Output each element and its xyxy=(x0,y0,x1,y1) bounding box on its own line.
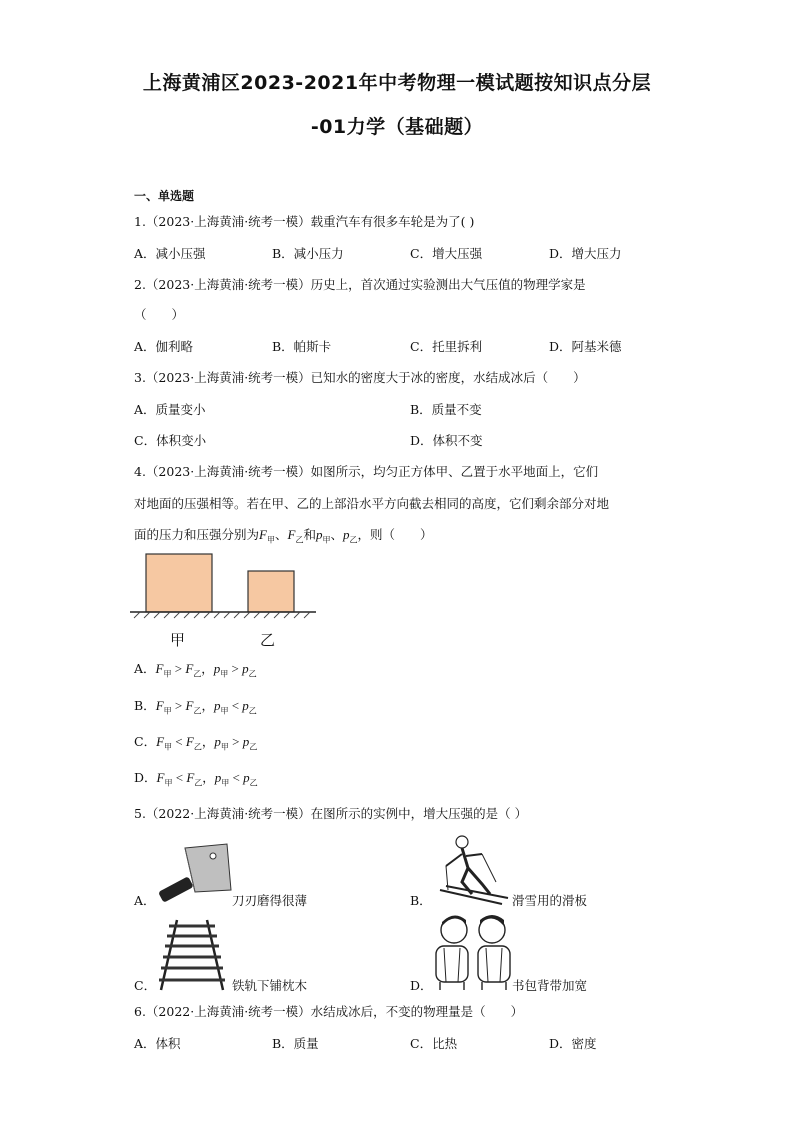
q4-option-d: D．$F_甲 < F_乙$，$p_甲 < p_乙$ xyxy=(134,770,258,788)
q6-option-d: D．密度 xyxy=(549,1036,597,1051)
q2-option-d: D．阿基米德 xyxy=(549,339,622,354)
q2-option-c: C．托里拆利 xyxy=(410,339,483,354)
q5-option-b-caption: 滑雪用的滑板 xyxy=(512,893,588,908)
q3-stem: 3.（2023·上海黄浦·统考一模）已知水的密度大于冰的密度，水结成冰后（ ） xyxy=(134,370,586,385)
q1-option-d: D．增大压力 xyxy=(549,246,622,261)
q6-option-c: C．比热 xyxy=(410,1036,458,1051)
q5-option-d-letter: D． xyxy=(410,978,433,993)
section-heading: 一、单选题 xyxy=(134,189,195,203)
q3-option-c: C．体积变小 xyxy=(134,433,207,448)
q5-option-b-letter: B． xyxy=(410,893,432,908)
q4-and: 和 xyxy=(303,527,316,542)
doc-title-line1: 上海黄浦区2023-2021年中考物理一模试题按知识点分层 xyxy=(142,72,652,94)
q4-symbol-p-yi: $p_乙$ xyxy=(342,527,358,545)
q2-stem-line1: 2.（2023·上海黄浦·统考一模）历史上，首次通过实验测出大气压值的物理学家是 xyxy=(134,277,586,292)
q6-option-b: B．质量 xyxy=(272,1036,319,1051)
q4-option-a: A．$F_甲 > F_乙$，$p_甲 > p_乙$ xyxy=(134,661,257,679)
q4-stem-prefix: 面的压力和压强分别为 xyxy=(134,527,260,542)
q4-stem-suffix: ，则（ ） xyxy=(357,527,433,542)
q1-option-b: B．减小压力 xyxy=(272,246,344,261)
q4-figure-cubes xyxy=(130,550,320,620)
q3-option-d: D．体积不变 xyxy=(410,433,483,448)
skier-icon xyxy=(432,832,512,908)
q5-option-a-letter: A． xyxy=(134,893,156,908)
q4-stem-line2: 对地面的压强相等。若在甲、乙的上部沿水平方向截去相同的高度，它们剩余部分对地 xyxy=(134,496,610,511)
q3-option-a: A．质量变小 xyxy=(134,402,206,417)
q2-option-b: B．帕斯卡 xyxy=(272,339,332,354)
q5-stem: 5.（2022·上海黄浦·统考一模）在图所示的实例中，增大压强的是（ ） xyxy=(134,806,528,821)
q4-stem-line3 xyxy=(134,527,432,549)
q5-option-d-caption: 书包背带加宽 xyxy=(512,978,588,993)
q4-stem-line1: 4.（2023·上海黄浦·统考一模）如图所示，均匀正方体甲、乙置于水平地面上，它们 xyxy=(134,464,599,479)
q1-option-c: C．增大压强 xyxy=(410,246,483,261)
cube-jia xyxy=(146,554,212,612)
label-yi: 乙 xyxy=(260,631,276,649)
railway-track-icon xyxy=(155,918,235,992)
doc-title-line2: -01力学（基础题） xyxy=(310,116,484,138)
q4-sep: 、 xyxy=(330,527,343,542)
q6-option-a: A．体积 xyxy=(134,1036,181,1051)
backpack-kids-icon xyxy=(430,912,520,992)
q1-stem: 1.（2023·上海黄浦·统考一模）载重汽车有很多车轮是为了( ) xyxy=(134,214,475,229)
q6-stem: 6.（2022·上海黄浦·统考一模）水结成冰后，不变的物理量是（ ） xyxy=(134,1004,524,1019)
q1-option-a: A．减小压强 xyxy=(134,246,206,261)
q4-symbol-f-jia: $F_甲$ xyxy=(259,527,275,545)
q2-stem-line2: （ ） xyxy=(134,307,185,322)
q4-sep: 、 xyxy=(274,527,288,542)
knife-icon xyxy=(155,840,235,908)
q4-symbol-p-jia: $p_甲$ xyxy=(315,527,331,545)
q4-symbol-f-yi: $F_乙$ xyxy=(287,527,304,545)
cube-yi xyxy=(248,571,294,612)
q5-option-c-letter: C． xyxy=(134,978,157,993)
q4-option-c: C．$F_甲 < F_乙$，$p_甲 > p_乙$ xyxy=(134,734,258,752)
label-jia: 甲 xyxy=(170,631,186,649)
q4-option-b: B．$F_甲 > F_乙$，$p_甲 < p_乙$ xyxy=(134,698,257,716)
q5-option-c-caption: 铁轨下铺枕木 xyxy=(232,978,308,993)
q5-option-a-caption: 刀刃磨得很薄 xyxy=(232,893,308,908)
q2-option-a: A．伽利略 xyxy=(134,339,194,354)
ground-hatch xyxy=(134,612,310,618)
q3-option-b: B．质量不变 xyxy=(410,402,482,417)
